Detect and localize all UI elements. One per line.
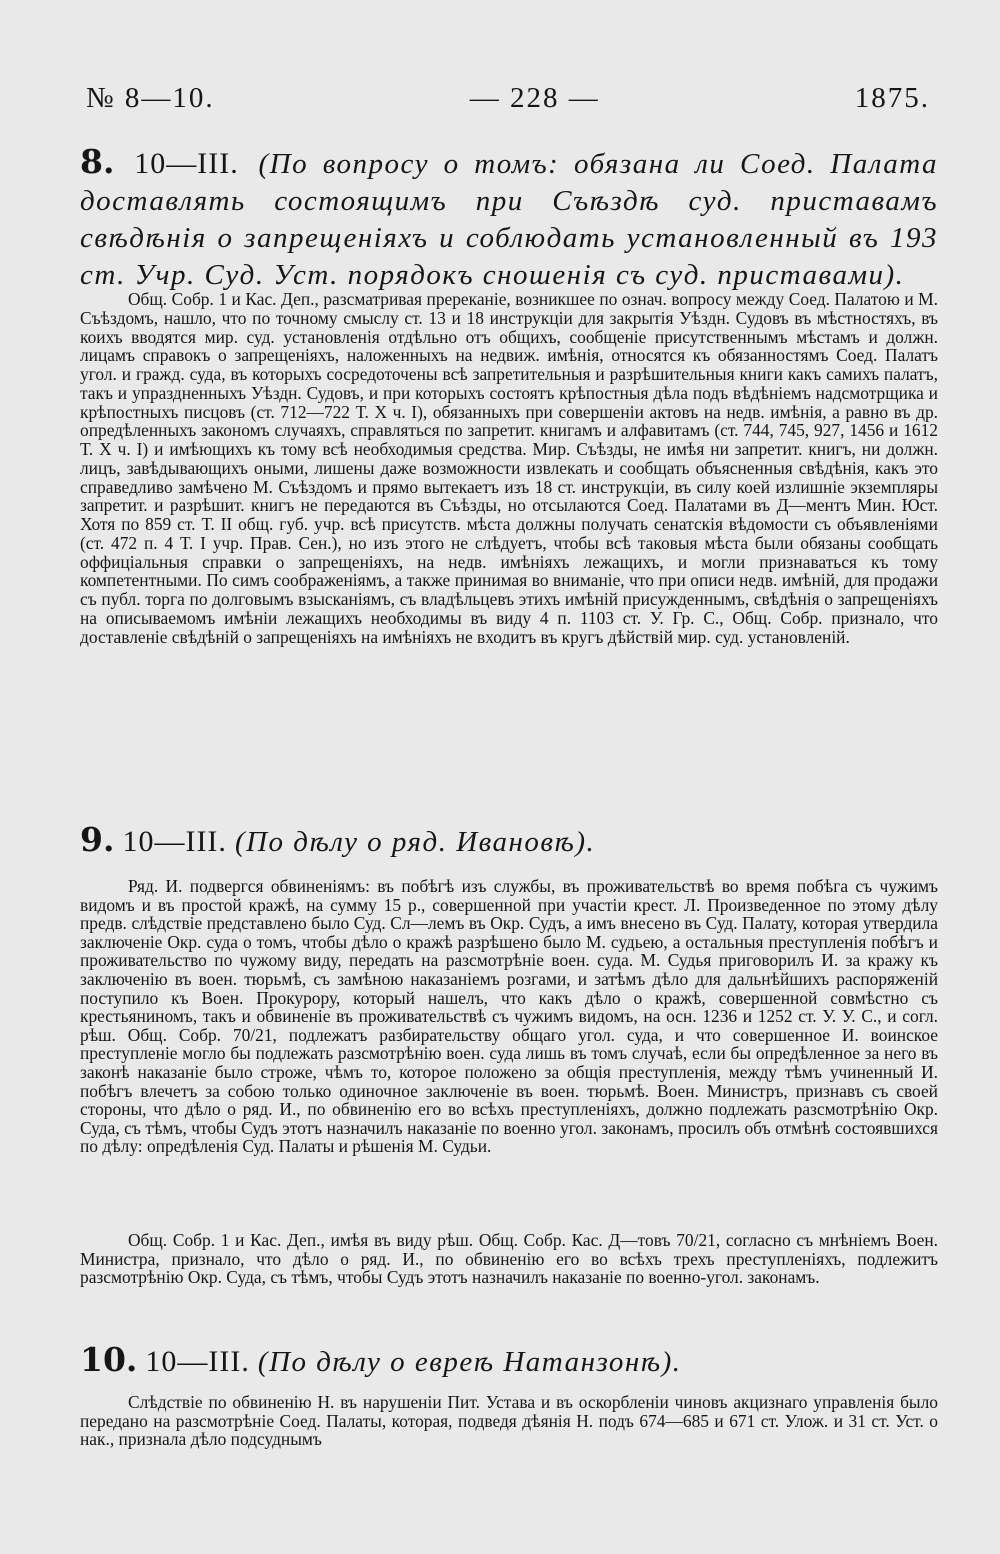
section-8-heading [80, 142, 939, 296]
section-10-paragraph: Слѣдствіе по обвиненію Н. въ нарушеніи Пит. Устава и въ оскорбленіи чиновъ акцизнаго управленія было передано на разсмотрѣніе Соед. Палаты, которая, подведя дѣянія Н. подъ 674—685 и 671 ст. Улож. и 31 ст. Уст. о нак., признала дѣло подсуднымъ [80, 1392, 938, 1450]
section-number: 8. [80, 142, 115, 181]
section-title: (По дѣлу о ряд. Ивановѣ). [234, 826, 596, 858]
section-date: 10—III. [134, 147, 239, 180]
year: 1875. [854, 82, 930, 114]
section-8-paragraph: Общ. Собр. 1 и Кас. Деп., разсматривая пререканіе, возникшее по означ. вопросу между Соед. Палатою и М. Съѣздомъ, нашло, что по точному смыслу ст. 13 и 18 инструкціи для закрытія Уѣздн. Судовъ въ мѣстностяхъ, въ коихъ вводятся мир. суд. установленія отдѣльно отъ общихъ, сообщеніе присутственнымъ мѣстамъ и должн. лицамъ справокъ о запрещеніяхъ, наложенныхъ на недвиж. имѣнія, относятся къ обязанностямъ Соед. Палатъ угол. и гражд. суда, въ которыхъ сосредоточены всѣ запретительныя и разрѣшительныя книги какъ самихъ палатъ, такъ и упраздненныхъ Уѣздн. Судовъ, и при которыхъ состоятъ крѣпостныя дѣла подъ вѣдѣніемъ надсмотрщика и крѣпостныхъ писцовъ (ст. 712—722 Т. X ч. I), обязанныхъ при совершеніи актовъ на недв. имѣнія, а равно въ др. опредѣленныхъ закономъ случаяхъ, справляться по запретит. книгамъ и алфавитамъ (ст. 744, 745, 927, 1456 и 1612 Т. X ч. I) и имѣющихъ къ тому всѣ необходимыя средства. Мир. Съѣзды, не имѣя ни запретит. книгъ, ни должн. лицъ, завѣдывающихъ оными, лишены даже возможности извлекать и сообщать объясненныя свѣдѣнія, какъ это справедливо замѣчено М. Съѣздомъ и прямо вытекаетъ изъ 18 ст. инструкціи, въ силу коей излишніе экземпляры запретит. и разрѣшит. книгъ не передаются въ Съѣзды, но отсылаются Соед. Палатами въ Д—ментъ Мин. Юст. Хотя по 859 ст. Т. II общ. губ. учр. всѣ присутств. мѣста должны получать сенатскія вѣдомости съ объявленіями (ст. 472 п. 4 Т. I учр. Прав. Сен.), но изъ этого не слѣдуетъ, чтобы всѣ таковыя мѣста были обязаны сообщать оффиціальныя справки о запрещеніяхъ, на недв. имѣніяхъ лежащихъ, и могли признаваться къ тому компетентными. По симъ соображеніямъ, а также принимая во вниманіе, что при описи недв. имѣній, для продажи съ публ. торга по долговымъ взысканіямъ, съ владѣльцевъ этихъ имѣній присужденнымъ, свѣдѣнія о запрещеніяхъ на описываемомъ имѣніи лежащихъ необходимы въ виду 4 п. 1103 ст. У. Гр. С., Общ. Собр. признало, что доставленіе свѣдѣній о запрещеніяхъ на имѣніяхъ не входитъ въ кругъ дѣйствій мир. суд. установленій. [80, 289, 938, 647]
section-title: (По вопросу о томъ: обязана ли Соед. Палата доставлять состоящимъ при Съѣздѣ суд. приставамъ свѣдѣнія о запрещеніяхъ и соблюдать установленный въ 193 ст. Учр. Суд. Уст. порядокъ сношенія съ суд. приставами). [80, 148, 939, 291]
section-9-paragraph-2: Общ. Собр. 1 и Кас. Деп., имѣя въ виду рѣш. Общ. Собр. Кас. Д—товъ 70/21, согласно съ мнѣніемъ Воен. Министра, признало, что дѣло о ряд. И., по обвиненію его во всѣхъ трехъ преступленіяхъ, подлежитъ разсмотрѣнію Окр. Суда, съ тѣмъ, чтобы Судъ этотъ назначилъ наказаніе по военно-угол. законамъ. [80, 1230, 938, 1288]
page-number: — 228 — [469, 82, 600, 114]
section-number: 9. [80, 820, 115, 859]
section-date: 10—III. [145, 1345, 250, 1378]
section-9-paragraph-1: Ряд. И. подвергся обвиненіямъ: въ побѣгѣ изъ службы, въ проживательствѣ во время побѣга съ чужимъ видомъ и въ простой кражѣ, на сумму 15 р., совершенной при участіи крест. Л. Произведенное по этому дѣлу предв. слѣдствіе представлено было Суд. Сл—лемъ въ Окр. Судъ, а имъ внесено въ Суд. Палату, которая утвердила заключеніе Окр. суда о томъ, чтобы дѣло о кражѣ разрѣшено было М. судьею, а остальныя преступленія побѣгъ и проживательство по чужому виду, передать на разсмотрѣніе воен. суда. М. Судья приговорилъ И. за кражу къ заключенію въ воен. тюрьмѣ, съ замѣною наказаніемъ розгами, и затѣмъ дѣло для дальнѣйшихъ распоряженій поступило къ Воен. Прокурору, который нашелъ, что какъ дѣло о кражѣ, совершенной совмѣстно съ крестьяниномъ, такъ и обвиненіе въ проживательствѣ съ чужимъ видомъ, на осн. 1236 и 1252 ст. У. У. С., и согл. рѣш. Общ. Собр. 70/21, подлежатъ разбирательству общаго угол. суда, и что совершенное И. воинское преступленіе могло бы подлежать разсмотрѣнію воен. суда лишь въ томъ случаѣ, если бы опредѣленное за него въ законѣ наказаніе было строже, чѣмъ то, которое положено за общія преступленія, между тѣмъ учиненный И. побѣгъ влечетъ за собою только одиночное заключеніе въ воен. тюрьмѣ. Воен. Министръ, признавъ съ своей стороны, что дѣло о ряд. И., по обвиненію его во всѣхъ преступленіяхъ, должно подлежать разсмотрѣнію Окр. Суда, съ тѣмъ, чтобы Судъ этотъ назначилъ наказаніе по военно угол. законамъ, просилъ объ отмѣнѣ состоявшихся по дѣлу: опредѣленія Суд. Палаты и рѣшенія М. Судьи. [80, 876, 938, 1157]
section-date: 10—III. [122, 825, 227, 858]
section-9-heading [80, 822, 938, 865]
section-title: (По дѣлу о евреѣ Натанзонѣ). [257, 1346, 682, 1378]
running-header [86, 82, 930, 115]
section-10-heading [80, 1342, 938, 1385]
section-number: 10. [80, 1340, 138, 1379]
issue-number: № 8—10. [86, 82, 215, 114]
